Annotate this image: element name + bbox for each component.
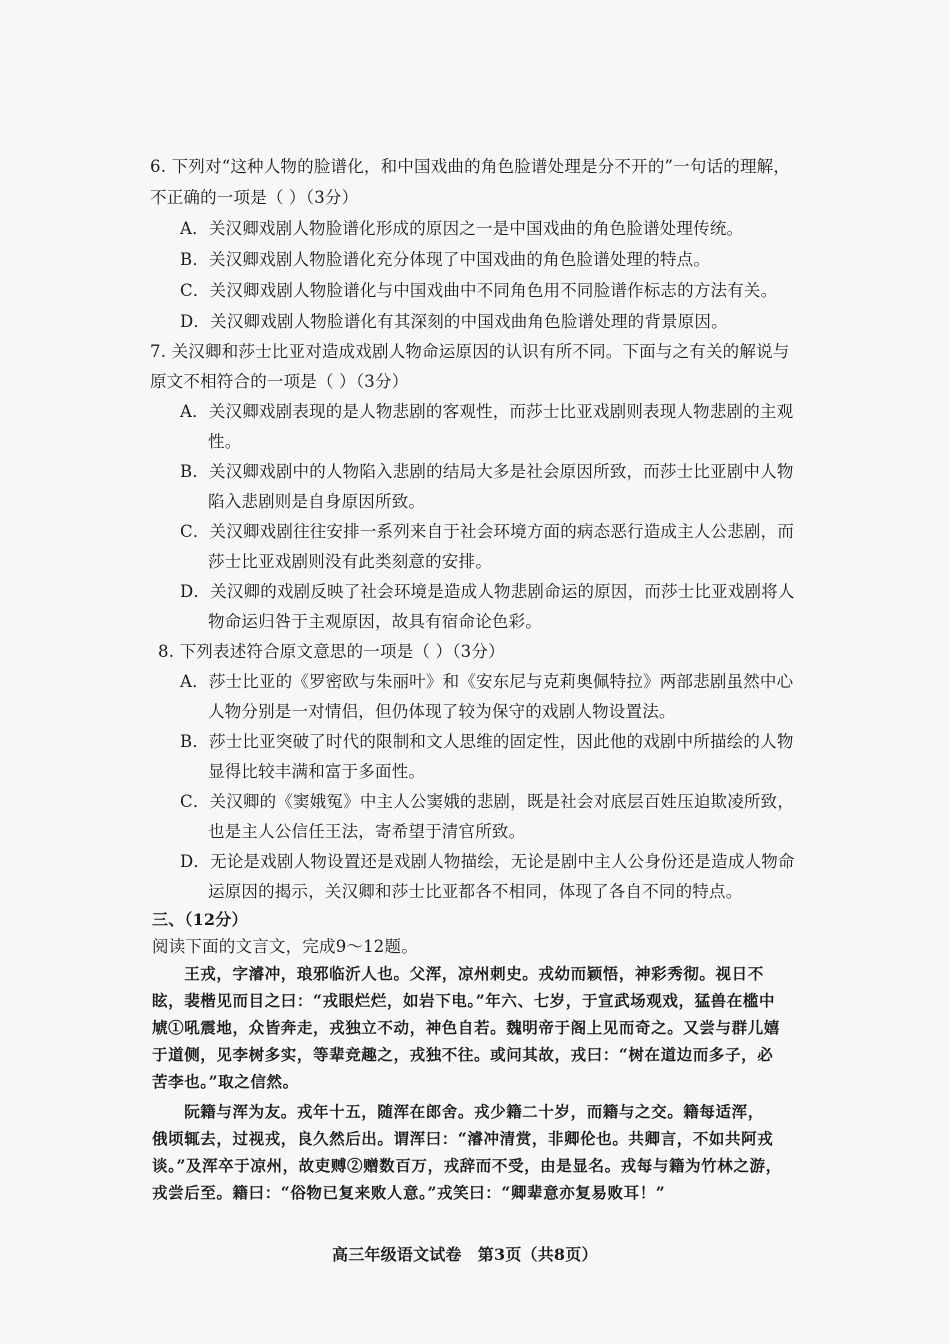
passage-line-8: 谈。”及浑卒于凉州，故吏赙②赠数百万，戎辞而不受，由是显名。戎每与籍为竹林之游，	[152, 1156, 782, 1175]
section-heading: 三、（12分）	[152, 910, 248, 929]
passage-line-3: 虓①吼震地，众皆奔走，戎独立不动，神色自若。魏明帝于阁上见而奇之。又尝与群儿嬉	[152, 1018, 780, 1037]
q8-option-b-cont: 显得比较丰满和富于多面性。	[208, 762, 426, 781]
q7-stem-line-1: 7. 关汉卿和莎士比亚对造成戏剧人物命运原因的认识有所不同。下面与之有关的解说与	[150, 342, 790, 361]
q7-option-b-cont: 陷入悲剧则是自身原因所致。	[208, 492, 426, 511]
q8-option-a: A．莎士比亚的《罗密欧与朱丽叶》和《安东尼与克莉奥佩特拉》两部悲剧虽然中心	[180, 672, 794, 691]
passage-line-1: 王戎，字濬冲，琅邪临沂人也。父浑，凉州刺史。戎幼而颖悟，神彩秀彻。视日不	[152, 964, 764, 983]
q6-option-a: A．关汉卿戏剧人物脸谱化形成的原因之一是中国戏曲的角色脸谱处理传统。	[180, 219, 744, 238]
q7-option-c-cont: 莎士比亚戏剧则没有此类刻意的安排。	[208, 552, 492, 571]
q8-stem: 8. 下列表述符合原文意思的一项是（ ）（3分）	[158, 642, 505, 661]
q7-stem-line-2: 原文不相符合的一项是（ ）（3分）	[150, 372, 409, 391]
q8-option-d-cont: 运原因的揭示，关汉卿和莎士比亚都各不相同，体现了各自不同的特点。	[208, 882, 743, 901]
passage-line-6: 阮籍与浑为友。戎年十五，随浑在郎舍。戎少籍二十岁，而籍与之交。籍每适浑，	[152, 1102, 764, 1121]
q6-option-d: D．关汉卿戏剧人物脸谱化有其深刻的中国戏曲角色脸谱处理的背景原因。	[180, 312, 728, 331]
q8-option-c: C．关汉卿的《窦娥冤》中主人公窦娥的悲剧，既是社会对底层百姓压迫欺凌所致，	[180, 792, 795, 811]
passage-line-7: 俄顷辄去，过视戎，良久然后出。谓浑曰：“濬冲清赏，非卿伦也。共卿言，不如共阿戎	[152, 1129, 774, 1148]
q6-option-b: B．关汉卿戏剧人物脸谱化充分体现了中国戏曲的角色脸谱处理的特点。	[180, 250, 711, 269]
q6-stem-line-1: 6. 下列对“这种人物的脸谱化，和中国戏曲的角色脸谱处理是分不开的”一句话的理解，	[150, 157, 791, 176]
q7-option-c: C．关汉卿戏剧往往安排一系列来自于社会环境方面的病态恶行造成主人公悲剧，而	[180, 522, 795, 541]
q7-option-b: B．关汉卿戏剧中的人物陷入悲剧的结局大多是社会原因所致，而莎士比亚剧中人物	[180, 462, 794, 481]
q8-option-c-cont: 也是主人公信任王法，寄希望于清官所致。	[208, 822, 526, 841]
q8-option-d: D．无论是戏剧人物设置还是戏剧人物描绘，无论是剧中主人公身份还是造成人物命	[180, 852, 795, 871]
q7-option-d-cont: 物命运归咎于主观原因，故具有宿命论色彩。	[208, 612, 542, 631]
passage-line-4: 于道侧，见李树多实，等辈竞趣之，戎独不往。或问其故，戎曰：“树在道边而多子，必	[152, 1045, 774, 1064]
q7-option-a: A．关汉卿戏剧表现的是人物悲剧的客观性，而莎士比亚戏剧则表现人物悲剧的主观	[180, 402, 794, 421]
passage-line-5: 苦李也。”取之信然。	[152, 1072, 299, 1091]
passage-line-2: 眩，裴楷见而目之曰：“戎眼烂烂，如岩下电。”年六、七岁，于宣武场观戏，猛兽在槛中	[152, 991, 776, 1010]
q6-stem-line-2: 不正确的一项是（ ）（3分）	[150, 188, 359, 207]
q8-option-a-cont: 人物分别是一对情侣，但仍体现了较为保守的戏剧人物设置法。	[208, 702, 676, 721]
section-instruction: 阅读下面的文言文，完成9～12题。	[152, 937, 418, 956]
q8-option-b: B．莎士比亚突破了时代的限制和文人思维的固定性，因此他的戏剧中所描绘的人物	[180, 732, 794, 751]
q7-option-d: D．关汉卿的戏剧反映了社会环境是造成人物悲剧命运的原因，而莎士比亚戏剧将人	[180, 582, 795, 601]
page-footer: 高三年级语文试卷 第3页（共8页）	[332, 1245, 598, 1264]
passage-line-9: 戎尝后至。籍曰：“俗物已复来败人意。”戎笑曰：“卿辈意亦复易败耳！”	[152, 1183, 666, 1202]
q6-option-c: C．关汉卿戏剧人物脸谱化与中国戏曲中不同角色用不同脸谱作标志的方法有关。	[180, 281, 778, 300]
q7-option-a-cont: 性。	[208, 432, 242, 451]
